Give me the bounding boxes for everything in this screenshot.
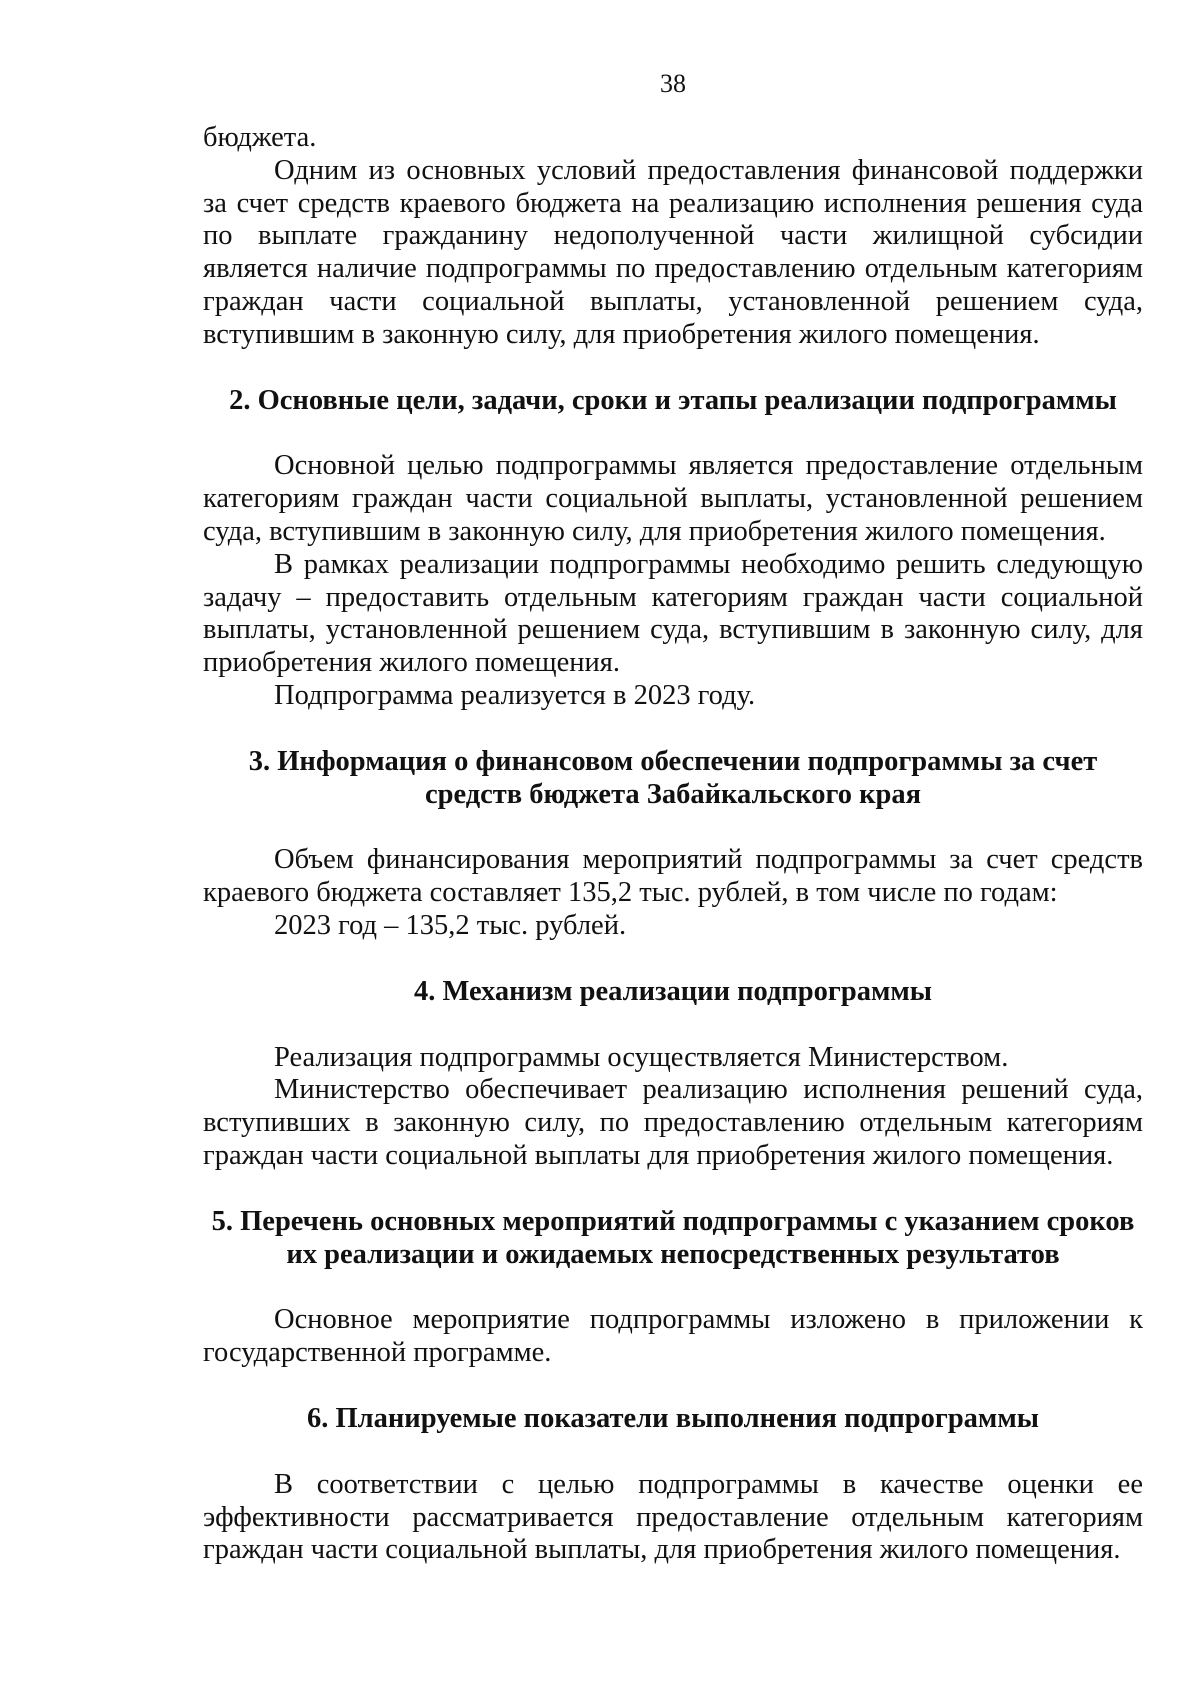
- section-2-heading: 2. Основные цели, задачи, сроки и этапы реализации подпрограммы: [229, 384, 1117, 416]
- section-2-paragraph: В рамках реализации подпрограммы необходимо решить следующую задачу – предоставить отдельным категориям граждан части социальной выплаты, установленной решением суда, вступившим в законную силу, для приобретения жилого помещения.: [203, 548, 1143, 679]
- section-5-heading-line-1: 5. Перечень основных мероприятий подпрограммы с указанием сроков: [211, 1205, 1135, 1237]
- section-2-paragraph: Подпрограмма реализуется в 2023 году.: [274, 679, 756, 711]
- section-6-heading: 6. Планируемые показатели выполнения подпрограммы: [306, 1402, 1040, 1434]
- section-5-paragraph: Основное мероприятие подпрограммы изложено в приложении к государственной программе.: [203, 1304, 1143, 1369]
- page-number: 38: [660, 69, 686, 98]
- intro-continuation: бюджета.: [203, 122, 317, 153]
- section-4-paragraph: Министерство обеспечивает реализацию исполнения решений суда, вступивших в законную силу, по предоставлению отдельным категориям граждан части социальной выплаты для приобретения жилого помещения.: [203, 1074, 1143, 1171]
- section-3-heading-line-2: средств бюджета Забайкальского края: [424, 778, 922, 810]
- section-3-heading: [203, 746, 1143, 812]
- document-body: [203, 122, 1143, 1567]
- section-5-heading-line-2: их реализации и ожидаемых непосредственных результатов: [286, 1238, 1060, 1270]
- section-6-paragraph: В соответствии с целью подпрограммы в качестве оценки ее эффективности рассматривается предоставление отдельным категориям граждан части социальной выплаты, для приобретения жилого помещения.: [203, 1468, 1143, 1566]
- intro-paragraph: Одним из основных условий предоставления финансовой поддержки за счет средств краевого бюджета на реализацию исполнения решения суда по выплате гражданину недополученной части жилищной субсидии является наличие подпрограммы по предоставлению отдельным категориям граждан части социальной выплаты, установленной решением суда, вступившим в законную силу, для приобретения жилого помещения.: [203, 154, 1143, 350]
- section-2-paragraph: Основной целью подпрограммы является предоставление отдельным категориям граждан части социальной выплаты, установленной решением суда, вступившим в законную силу, для приобретения жилого помещения.: [203, 450, 1143, 547]
- section-5-heading: [203, 1206, 1143, 1272]
- section-4-heading: 4. Механизм реализации подпрограммы: [413, 975, 933, 1007]
- section-4-paragraph: Реализация подпрограммы осуществляется Министерством.: [274, 1041, 1009, 1073]
- section-3-heading-line-1: 3. Информация о финансовом обеспечении подпрограммы за счет: [248, 745, 1098, 777]
- section-3-paragraph: 2023 год – 135,2 тыс. рублей.: [274, 909, 627, 941]
- section-3-paragraph: Объем финансирования мероприятий подпрограммы за счет средств краевого бюджета составляет 135,2 тыс. рублей, в том числе по годам:: [203, 844, 1143, 909]
